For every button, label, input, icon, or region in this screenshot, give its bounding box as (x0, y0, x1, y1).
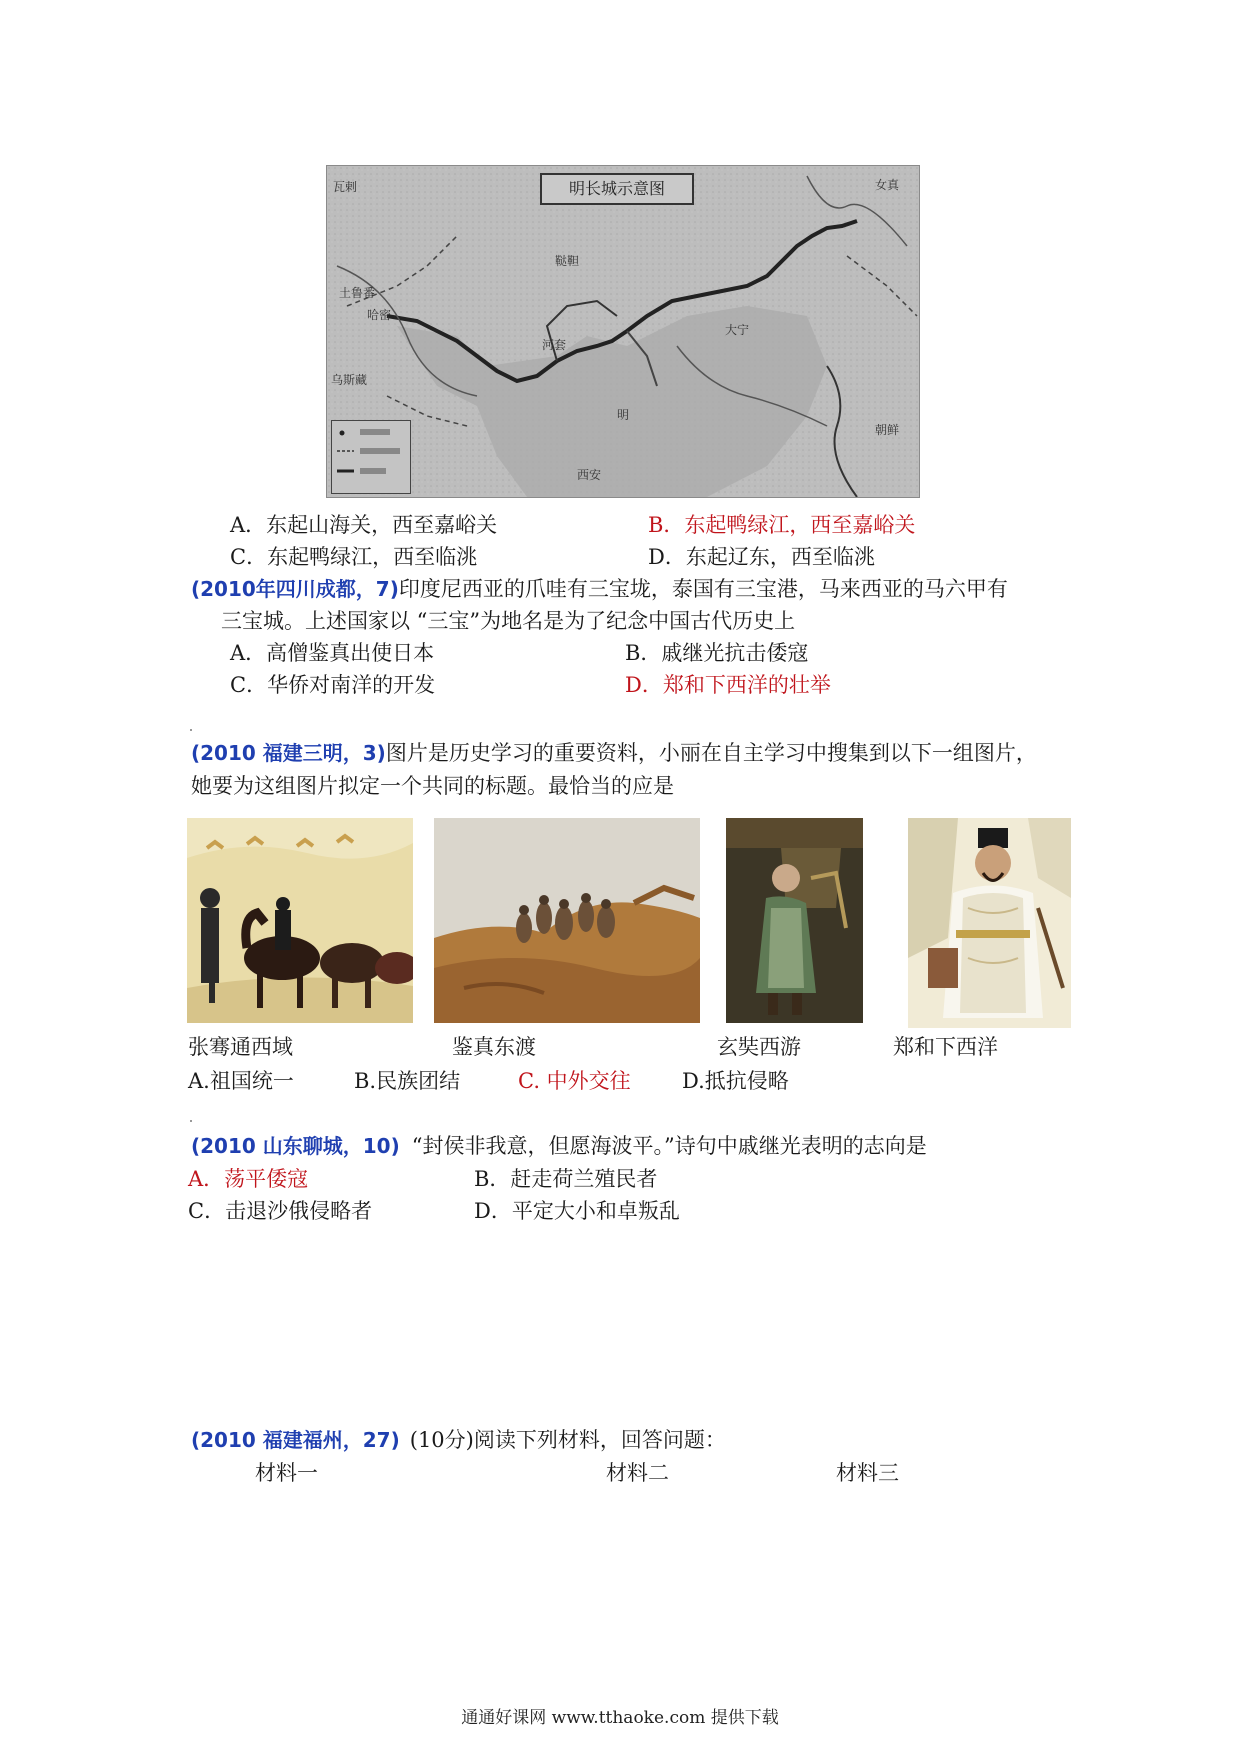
xuanzang-drawing (726, 818, 863, 1023)
q2-option-c: C．华侨对南洋的开发 (230, 673, 436, 697)
q3-option-c: C. 中外交往 (518, 1069, 631, 1093)
picture-zheng-he (908, 818, 1071, 1028)
q3-option-b: B.民族团结 (354, 1069, 461, 1093)
q4-option-d: D．平定大小和卓叛乱 (474, 1199, 680, 1223)
picture-jianzhen (434, 818, 700, 1023)
jianzhen-drawing (434, 818, 700, 1023)
q4-stem-text: “封侯非我意，但愿海波平。”诗句中戚继光表明的志向是 (411, 1134, 927, 1158)
q2-option-b: B．戚继光抗击倭寇 (625, 641, 809, 665)
map-drawing (327, 166, 919, 497)
map-legend-symbols (332, 421, 410, 493)
map-label: 明 (617, 408, 630, 422)
q3-stem (191, 738, 1037, 768)
q1-option-d: D．东起辽东，西至临洮 (648, 545, 875, 569)
q5-material-3: 材料三 (836, 1461, 899, 1485)
q5-stem (191, 1425, 726, 1455)
q3-option-d: D.抵抗侵略 (682, 1069, 789, 1093)
map-label: 乌斯藏 (331, 373, 368, 387)
picture-xuanzang (726, 818, 863, 1023)
page-footer: 通通好课网 www.tthaoke.com 提供下载 (461, 1708, 779, 1728)
caption-xuanzang: 玄奘西游 (717, 1035, 801, 1059)
map-label: 瓦剌 (333, 180, 358, 194)
picture-zhang-qian (187, 818, 413, 1023)
q4-option-a: A．荡平倭寇 (188, 1167, 309, 1191)
map-label: 哈密 (367, 308, 392, 322)
q3-source: (2010 福建三明，3) (191, 741, 386, 765)
q5-material-2: 材料二 (606, 1461, 669, 1485)
great-wall-map (326, 165, 920, 498)
map-label: 朝鲜 (875, 423, 900, 437)
q5-material-1: 材料一 (255, 1461, 318, 1485)
q5-stem-text: (10分)阅读下列材料，回答问题： (409, 1428, 726, 1452)
q2-option-a: A．高僧鉴真出使日本 (230, 641, 435, 665)
caption-zhang-qian: 张骞通西域 (188, 1035, 293, 1059)
q3-stem-line2: 她要为这组图片拟定一个共同的标题。最恰当的应是 (191, 774, 674, 798)
q1-option-c: C．东起鸭绿江，西至临洮 (230, 545, 478, 569)
q4-stem (191, 1131, 927, 1161)
q1-option-a: A．东起山海关，西至嘉峪关 (230, 513, 498, 537)
q5-source: (2010 福建福州，27) (191, 1428, 400, 1452)
map-label: 大宁 (725, 323, 750, 337)
map-label: 河套 (542, 338, 567, 352)
q2-stem-line2: 三宝城。上述国家以 “三宝”为地名是为了纪念中国古代历史上 (221, 609, 796, 633)
q2-stem (191, 574, 1008, 604)
map-title: 明长城示意图 (540, 173, 694, 205)
map-label: 女真 (875, 178, 900, 192)
map-label: 西安 (577, 468, 602, 482)
q4-option-b: B．赶走荷兰殖民者 (474, 1167, 658, 1191)
map-label: 鞑靼 (555, 254, 580, 268)
q3-option-a: A.祖国统一 (188, 1069, 294, 1093)
q3-stem-line1: 图片是历史学习的重要资料，小丽在自主学习中搜集到以下一组图片， (385, 741, 1037, 765)
q2-stem-line1: 印度尼西亚的爪哇有三宝垅，泰国有三宝港，马来西亚的马六甲有 (398, 577, 1008, 601)
zheng-he-drawing (908, 818, 1071, 1028)
separator-dot (190, 1120, 192, 1122)
q2-option-d: D．郑和下西洋的壮举 (625, 673, 831, 697)
caption-jianzhen: 鉴真东渡 (452, 1035, 536, 1059)
map-label: 土鲁番 (339, 286, 376, 300)
caption-zheng-he: 郑和下西洋 (893, 1035, 998, 1059)
q1-option-b: B．东起鸭绿江，西至嘉峪关 (648, 513, 916, 537)
map-legend (331, 420, 411, 494)
zhang-qian-drawing (187, 818, 413, 1023)
separator-dot (190, 729, 192, 731)
q2-source: (2010年四川成都，7) (191, 577, 399, 601)
q4-option-c: C．击退沙俄侵略者 (188, 1199, 373, 1223)
q4-source: (2010 山东聊城，10) (191, 1134, 400, 1158)
